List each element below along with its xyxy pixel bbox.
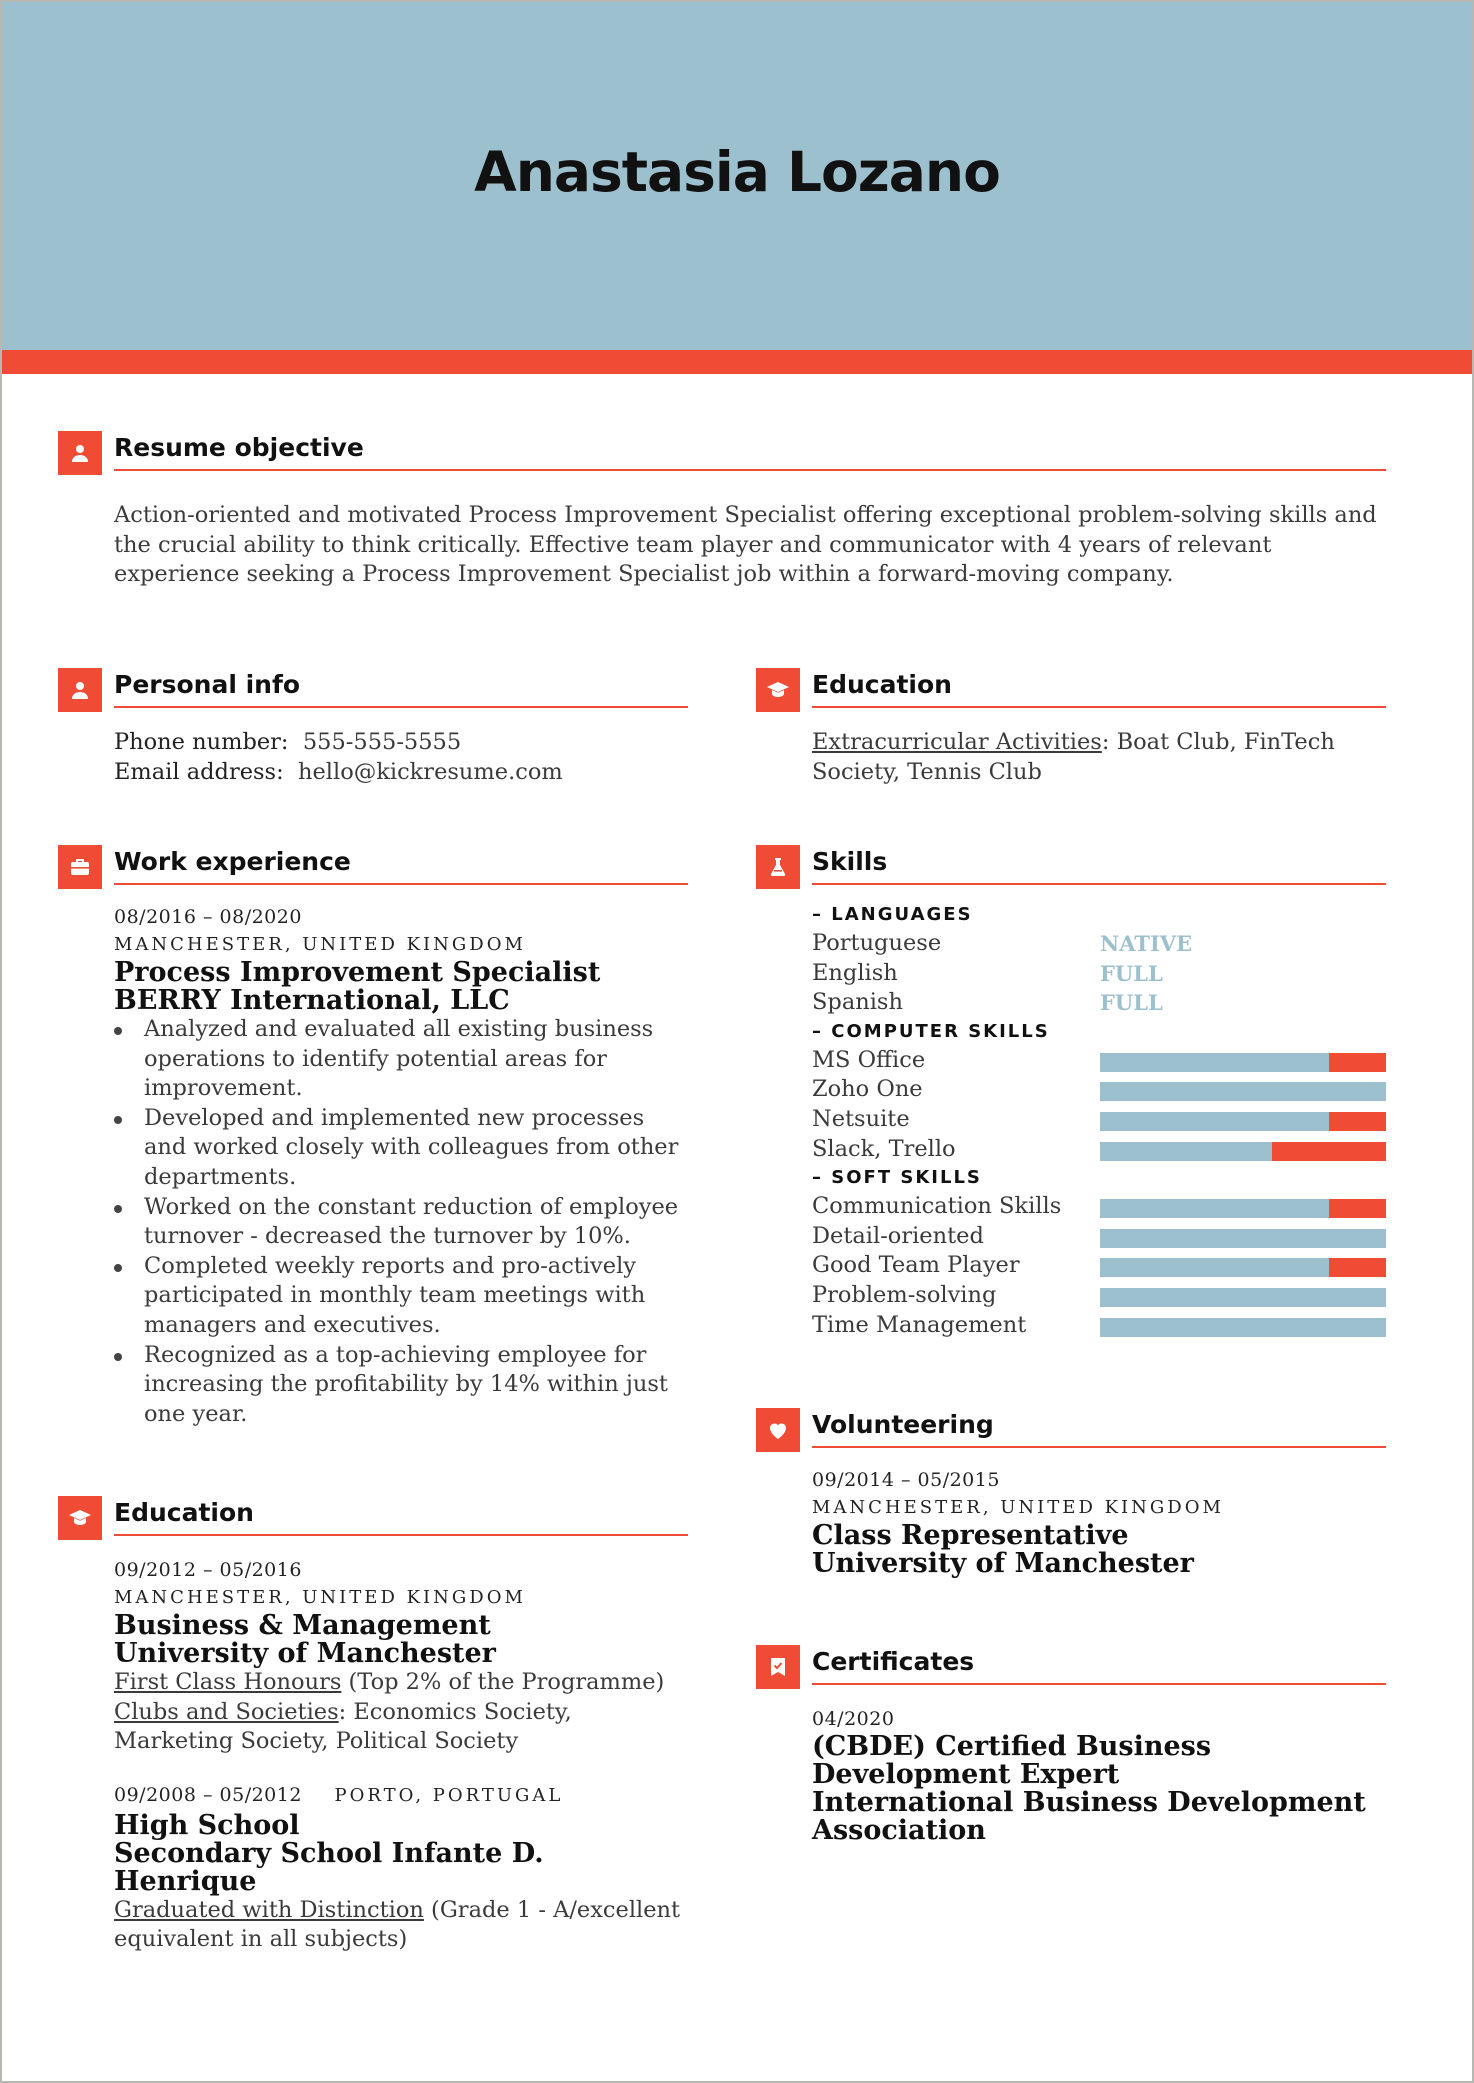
section-personal-info [58,668,688,787]
section-divider [114,1534,688,1536]
phone-value[interactable]: 555-555-5555 [302,729,462,755]
list-item: Recognized as a top-achieving employee for increasing the profitability by 14% within just one year. [114,1341,688,1430]
work-role: Process Improvement Specialist [114,957,601,988]
section-divider [812,883,1386,885]
section-title: Certificates [812,1647,975,1676]
section-work-experience [58,845,688,1429]
education-school: Secondary School Infante D. Henrique [114,1837,544,1897]
skill-bar-fill [1329,1199,1386,1218]
user-icon [58,668,102,712]
section-education-extracurricular [756,668,1386,787]
volunteering-role: Class Representative [812,1520,1129,1551]
education-honours [114,1668,688,1698]
distinction-text: (Grade 1 - A/excellent equivalent in all subjects) [114,1896,681,1953]
extracurricular-text: : Boat Club, FinTech Society, Tennis Club [812,729,1335,785]
skill-row [812,1046,1386,1076]
distinction-link[interactable]: Graduated with Distinction [114,1896,424,1923]
skill-name: Problem-solving [812,1281,997,1308]
skill-row [812,929,1386,959]
skill-bar [1100,1318,1386,1337]
skill-row [812,1311,1386,1341]
work-bullets [114,1015,688,1429]
volunteering-date: 09/2014 – 05/2015 [812,1469,1000,1491]
skill-bar [1100,1288,1386,1307]
section-objective [58,431,1386,590]
education-location: PORTO, PORTUGAL [334,1784,564,1806]
skill-name: English [812,959,898,986]
graduation-cap-icon [58,1496,102,1540]
email-label: Email address: [114,758,284,785]
work-location: MANCHESTER, UNITED KINGDOM [114,934,526,955]
skill-level: NATIVE [1100,931,1193,956]
section-title: Skills [812,847,888,876]
extracurricular-row [812,728,1386,787]
skill-name: Portuguese [812,930,942,956]
education-school: University of Manchester [114,1638,496,1669]
header-accent-stripe [2,350,1472,374]
work-company: BERRY International, LLC [114,985,510,1016]
education-degree: High School [114,1809,300,1841]
section-volunteering [756,1408,1386,1578]
education-degree: Business & Management [114,1610,491,1641]
list-item: Developed and implemented new processes and worked closely with colleagues from other departments. [114,1104,688,1193]
skill-name: Communication Skills [812,1193,1062,1220]
graduation-cap-icon [756,668,800,712]
phone-label: Phone number: [114,729,289,755]
list-item: Completed weekly reports and pro-actively participated in monthly team meetings with managers and executives. [114,1252,688,1341]
certificate-name: (CBDE) Certified Business Development Expert [812,1731,1212,1790]
section-skills [756,845,1386,1340]
email-row [114,758,688,788]
section-divider [114,469,1386,471]
section-title: Personal info [114,670,301,699]
clubs-text: : Economics Society, Marketing Society, Political Society [114,1698,572,1755]
user-icon [58,431,102,475]
skill-row [812,988,1386,1018]
skill-name: Spanish [812,989,903,1016]
phone-row [114,728,688,758]
skill-row [812,1075,1386,1105]
skill-row [812,1222,1386,1252]
candidate-name: Anastasia Lozano [474,140,1000,204]
skill-bar [1100,1229,1386,1248]
honours-text: (Top 2% of the Programme) [341,1669,665,1695]
skill-row [812,1251,1386,1281]
section-divider [114,706,688,708]
section-title: Resume objective [114,433,364,462]
skill-row [812,1105,1386,1135]
extracurricular-link[interactable]: Extracurricular Activities [812,729,1102,755]
section-divider [114,883,688,885]
section-title: Education [114,1498,254,1527]
objective-text: Action-oriented and motivated Process Improvement Specialist offering exceptional problem-solving skills and the crucial ability to think critically. Effective team player and communicator with 4 years of relevant experience seeking a Process Improvement Specialist job within a forward-moving company. [114,502,1377,588]
skill-category-soft: – SOFT SKILLS [812,1167,982,1189]
skill-name: Netsuite [812,1105,910,1132]
skill-bar [1100,1053,1386,1072]
skill-bar [1100,1142,1386,1161]
skill-bar [1100,1258,1386,1277]
skill-row [812,959,1386,989]
education-date: 09/2012 – 05/2016 [114,1559,302,1581]
skill-name: MS Office [812,1046,926,1073]
honours-link[interactable]: First Class Honours [114,1669,342,1695]
skill-bar-fill [1329,1053,1386,1072]
section-certificates [756,1645,1386,1845]
education-date: 09/2008 – 05/2012 [114,1783,302,1806]
skill-category-computer: – COMPUTER SKILLS [812,1020,1050,1042]
skill-bar-fill [1272,1142,1386,1161]
skill-level: FULL [1100,990,1163,1016]
section-title: Volunteering [812,1410,994,1439]
skill-level: FULL [1100,960,1163,986]
skill-row [812,1281,1386,1311]
education-clubs [114,1698,688,1757]
skill-bar [1100,1082,1386,1101]
section-divider [812,1683,1386,1685]
certificate-icon [756,1645,800,1689]
volunteering-org: University of Manchester [812,1548,1194,1579]
email-value[interactable]: hello@kickresume.com [298,758,563,785]
section-divider [812,706,1386,708]
list-item: Analyzed and evaluated all existing business operations to identify potential areas for improvement. [114,1015,688,1104]
volunteering-location: MANCHESTER, UNITED KINGDOM [812,1497,1224,1518]
skill-bar [1100,1112,1386,1131]
certificate-issuer: International Business Development Association [812,1787,1366,1846]
skill-bar-fill [1329,1112,1386,1131]
section-education [58,1496,688,1955]
skill-name: Slack, Trello [812,1135,956,1162]
briefcase-icon [58,845,102,889]
certificate-date: 04/2020 [812,1708,895,1730]
skill-bar-fill [1329,1258,1386,1277]
section-divider [812,1446,1386,1448]
skill-row [812,1135,1386,1165]
skill-row [812,1192,1386,1222]
section-title: Work experience [114,847,351,876]
education-date-location [114,1781,688,1810]
education-distinction [114,1896,688,1955]
skill-name: Time Management [812,1311,1027,1338]
section-title: Education [812,670,952,699]
skill-name: Good Team Player [812,1252,1020,1279]
clubs-link[interactable]: Clubs and Societies [114,1698,339,1725]
education-location: MANCHESTER, UNITED KINGDOM [114,1587,526,1608]
skill-bar [1100,1199,1386,1218]
skill-name: Zoho One [812,1076,923,1103]
skill-category-languages: – LANGUAGES [812,904,973,925]
skill-name: Detail-oriented [812,1222,984,1249]
flask-icon [756,845,800,889]
list-item: Worked on the constant reduction of employee turnover - decreased the turnover by 10%. [114,1193,688,1252]
work-date: 08/2016 – 08/2020 [114,906,302,928]
heart-icon [756,1408,800,1452]
